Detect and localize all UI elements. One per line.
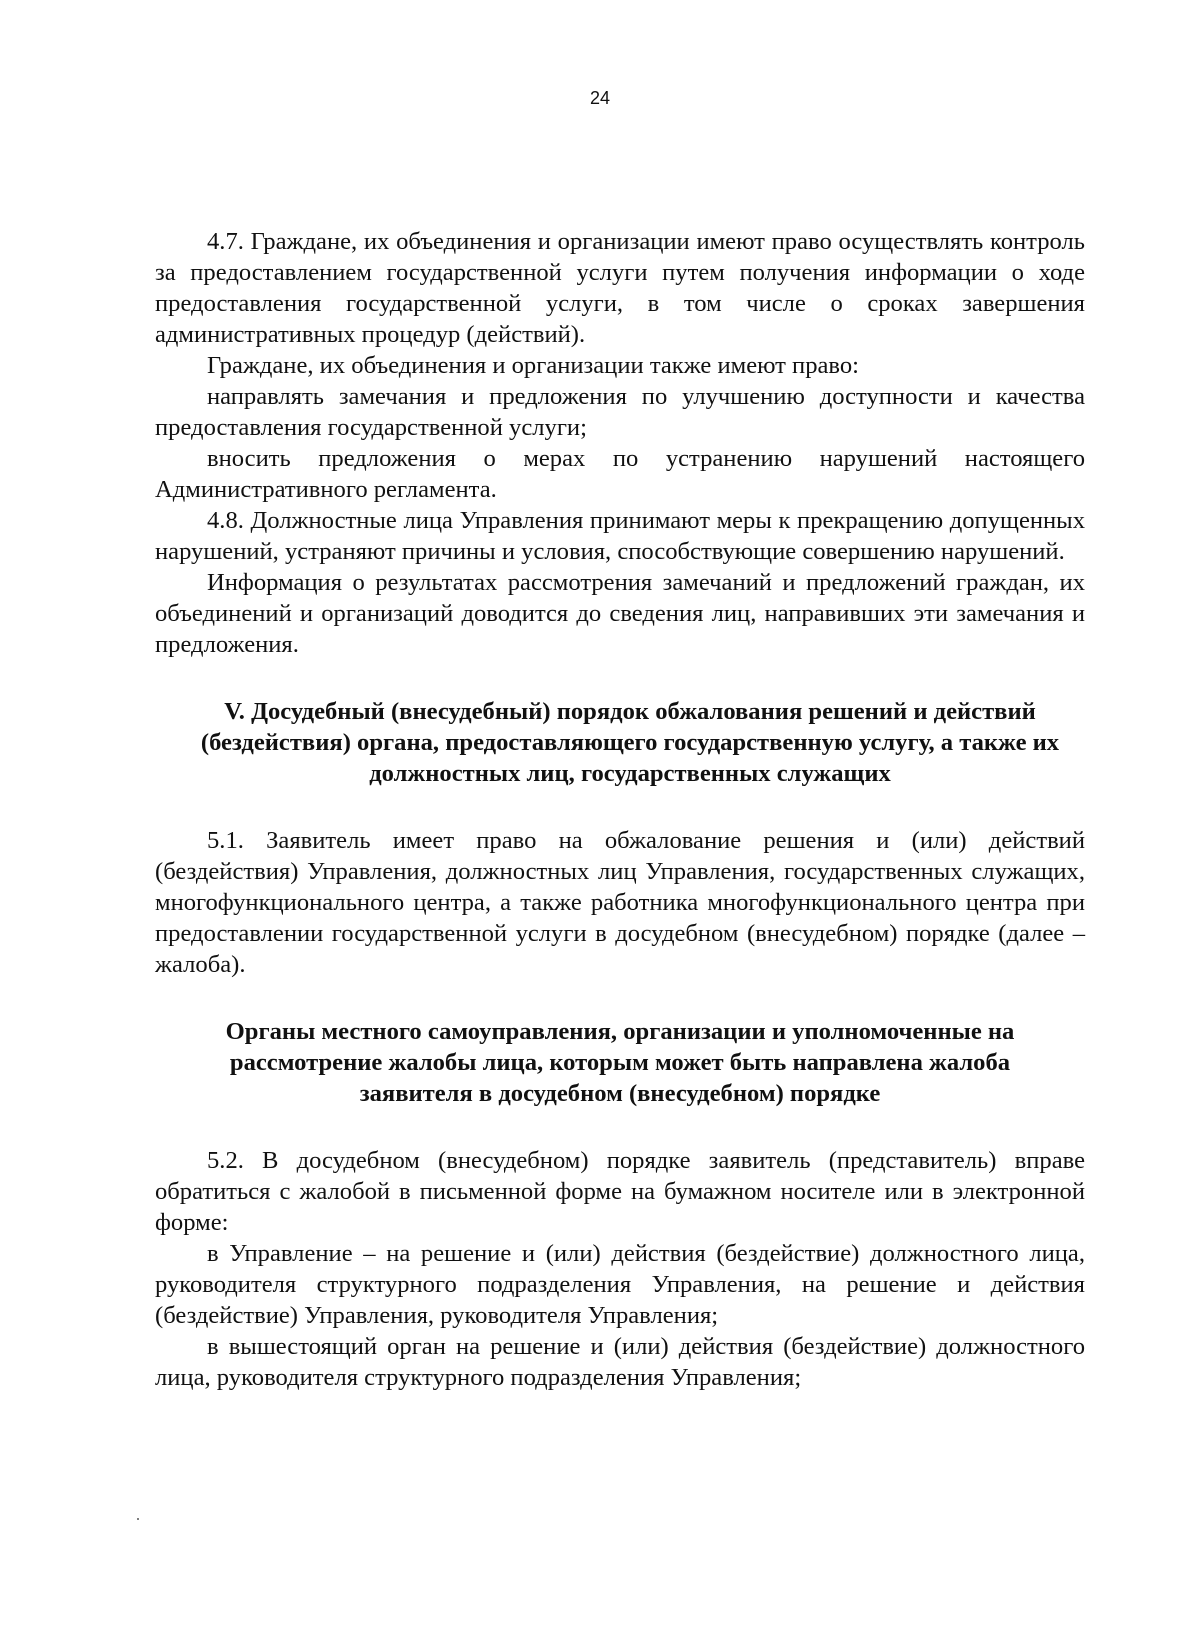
paragraph-4-7: 4.7. Граждане, их объединения и организации имеют право осуществлять контроль за предоставлением государственной услуги путем получения информации о ходе предоставления государственной услуги, в том числе о сроках завершения административных процедур (действий).	[155, 228, 1085, 348]
paragraph-4-8: 4.8. Должностные лица Управления принимают меры к прекращению допущенных нарушений, устраняют причины и условия, способствующие совершению нарушений.	[155, 507, 1085, 565]
paragraph-rights-item-1: направлять замечания и предложения по улучшению доступности и качества предоставления государственной услуги;	[155, 383, 1085, 441]
section-v-heading: V. Досудебный (внесудебный) порядок обжалования решений и действий (бездействия) органа, предоставляющего государственную услугу, а также их должностных лиц, государственных служащих	[200, 698, 1060, 787]
subsection-organs-heading: Органы местного самоуправления, организации и уполномоченные на рассмотрение жалобы лица, которым может быть направлена жалоба заявителя в досудебном (внесудебном) порядке	[225, 1018, 1015, 1107]
document-body	[155, 226, 1085, 1393]
paragraph-5-2: 5.2. В досудебном (внесудебном) порядке заявитель (представитель) вправе обратиться с жалобой в письменной форме на бумажном носителе или в электронной форме:	[155, 1147, 1085, 1236]
paragraph-5-2-item-2: в вышестоящий орган на решение и (или) действия (бездействие) должностного лица, руководителя структурного подразделения Управления;	[155, 1333, 1085, 1391]
paragraph-rights-item-2: вносить предложения о мерах по устранению нарушений настоящего Административного регламента.	[155, 445, 1085, 503]
paragraph-results-info: Информация о результатах рассмотрения замечаний и предложений граждан, их объединений и организаций доводится до сведения лиц, направивших эти замечания и предложения.	[155, 569, 1085, 658]
paragraph-5-2-item-1: в Управление – на решение и (или) действия (бездействие) должностного лица, руководителя структурного подразделения Управления, на решение и действия (бездействие) Управления, руководителя Управления;	[155, 1240, 1085, 1329]
scan-speck	[137, 1518, 139, 1520]
paragraph-5-1: 5.1. Заявитель имеет право на обжалование решения и (или) действий (бездействия) Управления, должностных лиц Управления, государственных служащих, многофункционального центра, а также работника многофункционального центра при предоставлении государственной услуги в досудебном (внесудебном) порядке (далее – жалоба).	[155, 827, 1085, 978]
page-number: 24	[589, 88, 611, 108]
paragraph-rights-intro: Граждане, их объединения и организации также имеют право:	[207, 352, 859, 379]
